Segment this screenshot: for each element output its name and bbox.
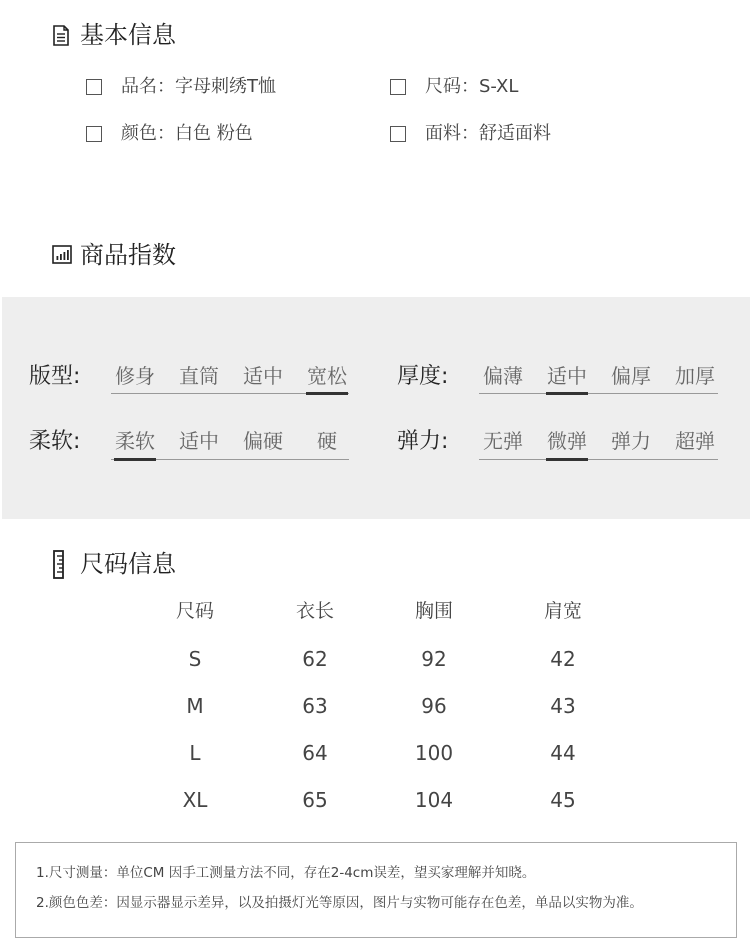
size-table-header: 肩宽 [543, 600, 582, 622]
index-option-selected: 柔软 [115, 429, 155, 453]
size-table-cell: S [188, 647, 202, 671]
index-option: 适中 [179, 429, 219, 453]
index-label-softness: 柔软 : [29, 431, 80, 453]
size-table-header: 胸围 [414, 600, 453, 622]
index-option: 修身 [115, 364, 155, 388]
section-title-basic-info: 基本信息 [80, 21, 176, 49]
note-color-difference: 2.颜色色差：因显示器显示差异，以及拍摄灯光等原因，图片与实物可能存在色差，单品以实物为准。 [36, 895, 643, 911]
info-item-fabric [390, 125, 551, 143]
index-label-elasticity: 弹力 : [397, 431, 448, 453]
size-table-cell: 63 [302, 694, 328, 718]
index-label-thickness: 厚度 : [397, 366, 448, 388]
info-item-color [86, 125, 253, 143]
section-title-product-index: 商品指数 [80, 241, 176, 269]
checkbox-icon [86, 79, 102, 95]
selected-underline [306, 392, 348, 395]
selected-underline [114, 458, 156, 461]
size-table-cell: 100 [414, 741, 454, 765]
size-table-cell: 92 [421, 647, 447, 671]
checkbox-icon [390, 126, 406, 142]
size-table-cell: M [186, 694, 204, 718]
index-option: 加厚 [675, 364, 715, 388]
notes-box [15, 842, 737, 938]
size-table-cell: 65 [302, 788, 328, 812]
info-label: 尺码 ： [425, 78, 479, 96]
index-option-selected: 宽松 [307, 364, 347, 388]
index-track [479, 393, 718, 394]
size-table-header: 尺码 [175, 600, 214, 622]
info-item-size [390, 78, 518, 96]
info-value: S-XL [479, 76, 519, 97]
size-table-cell: 42 [550, 647, 576, 671]
index-option-selected: 微弹 [547, 429, 587, 453]
info-value: 白色 粉色 [175, 123, 253, 144]
info-value: 字母刺绣T恤 [175, 76, 276, 97]
section-title-size-info: 尺码信息 [80, 550, 176, 578]
index-option: 直筒 [179, 364, 219, 388]
index-track [479, 459, 718, 460]
bar-chart-icon [52, 245, 72, 264]
selected-underline [546, 458, 588, 461]
note-measurement: 1.尺寸测量：单位CM 因手工测量方法不同，存在2-4cm误差，望买家理解并知晓。 [36, 865, 536, 881]
ruler-icon [52, 550, 66, 579]
index-option: 偏薄 [483, 364, 523, 388]
size-table-cell: 64 [302, 741, 328, 765]
product-index-panel [2, 297, 750, 519]
size-table-cell: 104 [414, 788, 454, 812]
size-table-header: 衣长 [295, 600, 334, 622]
index-option: 无弹 [483, 429, 523, 453]
checkbox-icon [86, 126, 102, 142]
checkbox-icon [390, 79, 406, 95]
index-option-selected: 适中 [547, 364, 587, 388]
size-table-cell: 96 [421, 694, 447, 718]
size-table-cell: 43 [550, 694, 576, 718]
size-table-cell: 45 [550, 788, 576, 812]
selected-underline [546, 392, 588, 395]
index-option: 硬 [317, 429, 337, 453]
info-label: 颜色 ： [121, 125, 175, 143]
info-item-name [86, 78, 276, 96]
info-label: 面料 ： [425, 125, 479, 143]
size-table-cell: 62 [302, 647, 328, 671]
index-option: 偏厚 [611, 364, 651, 388]
index-label-fit: 版型 : [29, 366, 80, 388]
info-value: 舒适面料 [479, 123, 551, 144]
index-option: 适中 [243, 364, 283, 388]
index-option: 超弹 [675, 429, 715, 453]
index-option: 偏硬 [243, 429, 283, 453]
document-icon [52, 25, 70, 46]
size-table-cell: 44 [550, 741, 576, 765]
info-label: 品名 ： [121, 78, 175, 96]
size-table-cell: XL [182, 788, 208, 812]
size-table-cell: L [189, 741, 201, 765]
index-option: 弹力 [611, 429, 651, 453]
